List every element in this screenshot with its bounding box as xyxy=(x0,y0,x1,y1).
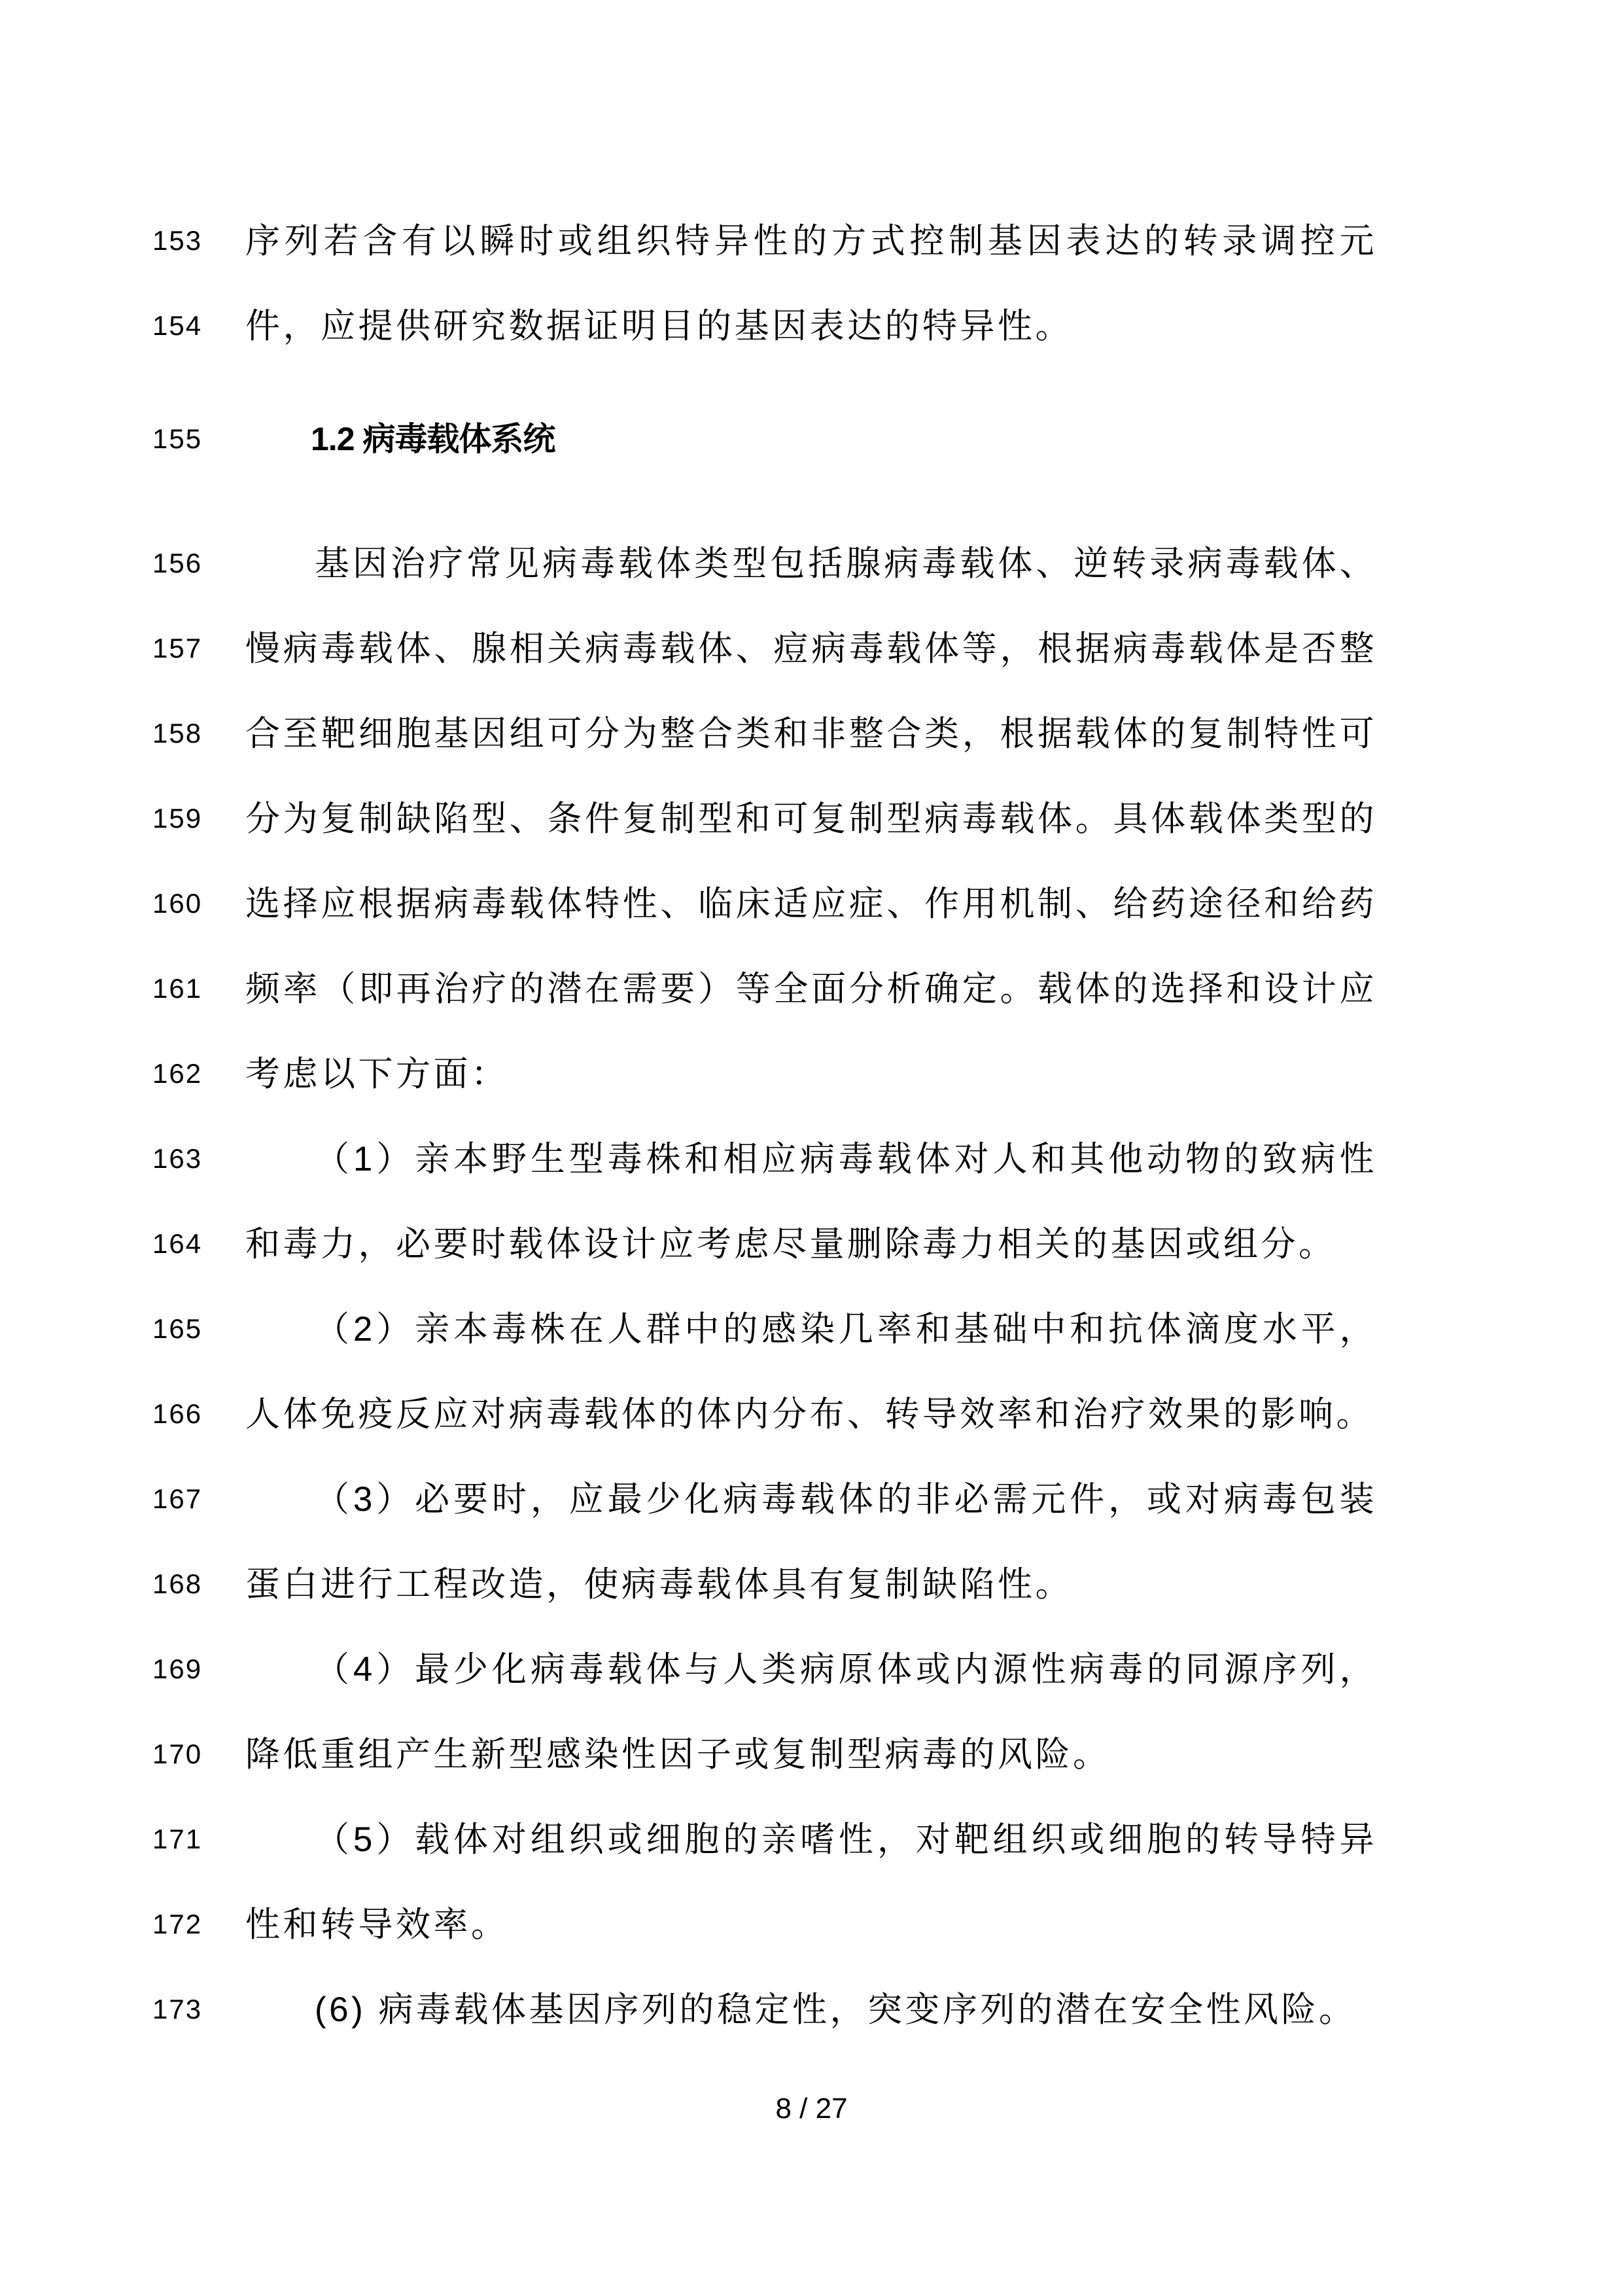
line-number: 155 xyxy=(152,423,203,454)
document-body xyxy=(0,198,1623,2052)
line-number: 158 xyxy=(152,718,203,749)
line-number: 165 xyxy=(152,1313,203,1344)
line-text: 选择应根据病毒载体特性、临床适应症、作用机制、给药途径和给药 xyxy=(245,884,1377,923)
line-text: （2）亲本毒株在人群中的感染几率和基础中和抗体滴度水平， xyxy=(315,1309,1377,1349)
line-number: 157 xyxy=(152,633,203,663)
line-number: 160 xyxy=(152,888,203,919)
line-number: 161 xyxy=(152,973,203,1004)
line-text: 和毒力，必要时载体设计应考虑尽量删除毒力相关的基因或组分。 xyxy=(245,1224,1336,1263)
line-text: 慢病毒载体、腺相关病毒载体、痘病毒载体等，根据病毒载体是否整 xyxy=(245,629,1377,668)
document-line xyxy=(0,946,1623,1031)
page-number: 8 / 27 xyxy=(775,2093,848,2125)
line-number: 162 xyxy=(152,1058,203,1089)
line-number: 153 xyxy=(152,225,203,256)
document-line xyxy=(0,521,1623,606)
document-line xyxy=(0,198,1623,283)
line-number: 169 xyxy=(152,1653,203,1684)
line-text: 人体免疫反应对病毒载体的体内分布、转导效率和治疗效果的影响。 xyxy=(245,1394,1374,1434)
line-text: （5）载体对组织或细胞的亲嗜性，对靶组织或细胞的转导特异 xyxy=(315,1820,1377,1859)
line-text: （1）亲本野生型毒株和相应病毒载体对人和其他动物的致病性 xyxy=(315,1139,1377,1178)
document-line xyxy=(0,1542,1623,1627)
line-text: 降低重组产生新型感染性因子或复制型病毒的风险。 xyxy=(245,1735,1111,1774)
section-heading-line xyxy=(0,397,1623,482)
line-text: 件，应提供研究数据证明目的基因表达的特异性。 xyxy=(245,306,1073,345)
line-text: 分为复制缺陷型、条件复制型和可复制型病毒载体。具体载体类型的 xyxy=(245,799,1377,838)
line-text: (6) 病毒载体基因序列的稳定性，突变序列的潜在安全性风险。 xyxy=(315,1990,1357,2029)
line-number: 168 xyxy=(152,1568,203,1599)
line-number: 159 xyxy=(152,803,203,834)
document-line xyxy=(0,1201,1623,1286)
document-line xyxy=(0,1797,1623,1882)
line-text: 合至靶细胞基因组可分为整合类和非整合类，根据载体的复制特性可 xyxy=(245,714,1377,753)
document-line xyxy=(0,283,1623,368)
line-number: 171 xyxy=(152,1824,203,1854)
line-number: 173 xyxy=(152,1994,203,2024)
line-text: （4）最少化病毒载体与人类病原体或内源性病毒的同源序列， xyxy=(315,1650,1377,1689)
document-line xyxy=(0,776,1623,861)
document-line xyxy=(0,1627,1623,1712)
line-number: 156 xyxy=(152,548,203,578)
document-line xyxy=(0,1031,1623,1116)
line-text: 性和转导效率。 xyxy=(245,1905,509,1944)
document-line xyxy=(0,1712,1623,1797)
document-line xyxy=(0,606,1623,691)
document-line xyxy=(0,1116,1623,1201)
line-text: （3）必要时，应最少化病毒载体的非必需元件，或对病毒包装 xyxy=(315,1479,1377,1519)
line-number: 172 xyxy=(152,1909,203,1939)
line-text: 频率（即再治疗的潜在需要）等全面分析确定。载体的选择和设计应 xyxy=(245,969,1377,1008)
line-number: 167 xyxy=(152,1483,203,1514)
line-number: 154 xyxy=(152,310,203,341)
document-line xyxy=(0,1371,1623,1457)
line-text: 考虑以下方面： xyxy=(245,1054,509,1093)
document-line xyxy=(0,1457,1623,1542)
line-text: 基因治疗常见病毒载体类型包括腺病毒载体、逆转录病毒载体、 xyxy=(315,544,1377,583)
line-text: 序列若含有以瞬时或组织特异性的方式控制基因表达的转录调控元 xyxy=(245,221,1377,260)
document-line xyxy=(0,861,1623,946)
line-number: 163 xyxy=(152,1143,203,1174)
section-heading: 1.2 病毒载体系统 xyxy=(311,421,555,457)
document-line xyxy=(0,1967,1623,2052)
line-number: 170 xyxy=(152,1739,203,1769)
line-number: 166 xyxy=(152,1398,203,1429)
document-line xyxy=(0,1286,1623,1371)
document-line xyxy=(0,691,1623,776)
line-text: 蛋白进行工程改造，使病毒载体具有复制缺陷性。 xyxy=(245,1564,1073,1604)
document-line xyxy=(0,1882,1623,1967)
line-number: 164 xyxy=(152,1228,203,1259)
